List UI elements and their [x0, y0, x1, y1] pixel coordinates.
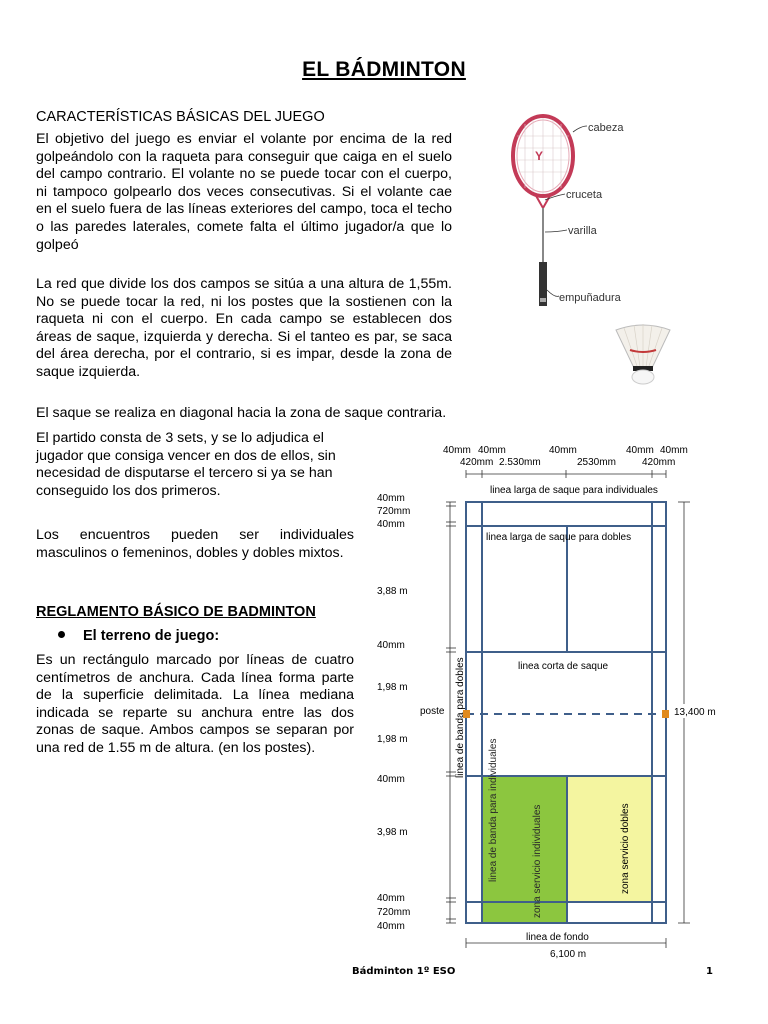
- width-label: 2530mm: [577, 457, 616, 468]
- left-dim-label: 40mm: [377, 774, 405, 785]
- racket-illustration: [495, 112, 675, 332]
- width-label: 40mm: [549, 445, 577, 456]
- paragraph-matches: Los encuentros pueden ser individuales masculinos o femeninos, dobles y dobles mixtos.: [36, 527, 354, 561]
- label-zone-double: zona servicio dobles: [620, 803, 631, 894]
- left-dim-label: 40mm: [377, 640, 405, 651]
- zone-double-fill: [568, 776, 652, 902]
- paragraph-sets: El partido consta de 3 sets, y se lo adjudica el jugador que consiga vencer en dos de ellos, sin necesidad de disputarse el tercero si ya se han conseguido los dos primeros.: [36, 430, 336, 499]
- section-subtitle: CARACTERÍSTICAS BÁSICAS DEL JUEGO: [36, 109, 325, 125]
- left-dim-label: 40mm: [377, 921, 405, 932]
- svg-text:Y: Y: [535, 149, 544, 163]
- width-label: 40mm: [443, 445, 471, 456]
- court-diagram: [370, 440, 730, 960]
- left-dim-label: 40mm: [377, 519, 405, 530]
- label-long-double: linea larga de saque para dobles: [486, 532, 632, 543]
- label-post: poste: [420, 706, 445, 717]
- racket-label-head: cabeza: [588, 122, 624, 134]
- left-dim-label: 1,98 m: [377, 734, 408, 745]
- left-dim-label: 3,88 m: [377, 586, 408, 597]
- label-side-single: linea de banda para individuales: [488, 738, 499, 882]
- label-short-service: linea corta de saque: [518, 661, 609, 672]
- width-label: 420mm: [460, 457, 494, 468]
- bullet-court: [58, 628, 219, 644]
- page-number: 1: [706, 966, 713, 977]
- bullet-label: El terreno de juego:: [83, 628, 220, 644]
- post-right-icon: [662, 710, 669, 718]
- shuttlecock-icon: [612, 320, 674, 386]
- label-side-double: linea de banda para dobles: [455, 657, 466, 778]
- paragraph-objective: El objetivo del juego es enviar el volante por encima de la red golpeándolo con la raqueta para conseguir que caiga en el suelo del campo contrario. El volante no se puede tocar con el cuerpo, ni tampoco golpearlo dos veces consecutivas. Si el volante cae en el suelo fuera de las líneas exteriores del campo, toca el techo o las paredes laterales, comete falta el último jugador/a que lo golpeó: [36, 131, 452, 253]
- rules-heading: REGLAMENTO BÁSICO DE BADMINTON: [36, 604, 316, 620]
- width-label: 2.530mm: [499, 457, 541, 468]
- width-label: 40mm: [478, 445, 506, 456]
- label-back-line: linea de fondo: [526, 932, 589, 943]
- left-dim-label: 1,98 m: [377, 682, 408, 693]
- width-label: 40mm: [660, 445, 688, 456]
- racket-label-grip: empuñadura: [559, 292, 621, 304]
- racket-icon: [513, 116, 573, 306]
- paragraph-net: La red que divide los dos campos se sitúa a una altura de 1,55m. No se puede tocar la red, ni los postes que la sostienen con la raqueta ni con el cuerpo. En cada campo se establecen dos áreas de saque, izquierda y derecha. Si el tanteo es par, se saca del área derecha, por el contrario, si es impar, desde la zona de saque izquierda.: [36, 276, 452, 380]
- left-dim-label: 720mm: [377, 907, 411, 918]
- left-dim-label: 3,98 m: [377, 827, 408, 838]
- racket-label-cross: cruceta: [566, 189, 603, 201]
- left-dim-label: 720mm: [377, 506, 411, 517]
- footer-text: Bádminton 1º ESO: [352, 966, 456, 977]
- paragraph-court: Es un rectángulo marcado por líneas de cuatro centímetros de anchura. Cada línea forma parte de la superficie delimitada. La línea mediana indicada se reparte su anchura entre las dos zonas de saque. Ambos campos se separan por una red de 1.55 m de altura. (en los postes).: [36, 652, 354, 756]
- racket-label-shaft: varilla: [568, 225, 597, 237]
- paragraph-serve: El saque se realiza en diagonal hacia la zona de saque contraria.: [36, 405, 447, 421]
- label-length: 13,400 m: [674, 707, 716, 718]
- label-zone-single: zona servicio individuales: [532, 804, 543, 918]
- label-width: 6,100 m: [550, 949, 587, 960]
- bullet-dot-icon: [58, 631, 65, 638]
- label-long-single: linea larga de saque para individuales: [490, 485, 658, 496]
- left-dim-label: 40mm: [377, 493, 405, 504]
- width-label: 40mm: [626, 445, 654, 456]
- width-label: 420mm: [642, 457, 676, 468]
- page-title: EL BÁDMINTON: [302, 58, 466, 81]
- left-dim-label: 40mm: [377, 893, 405, 904]
